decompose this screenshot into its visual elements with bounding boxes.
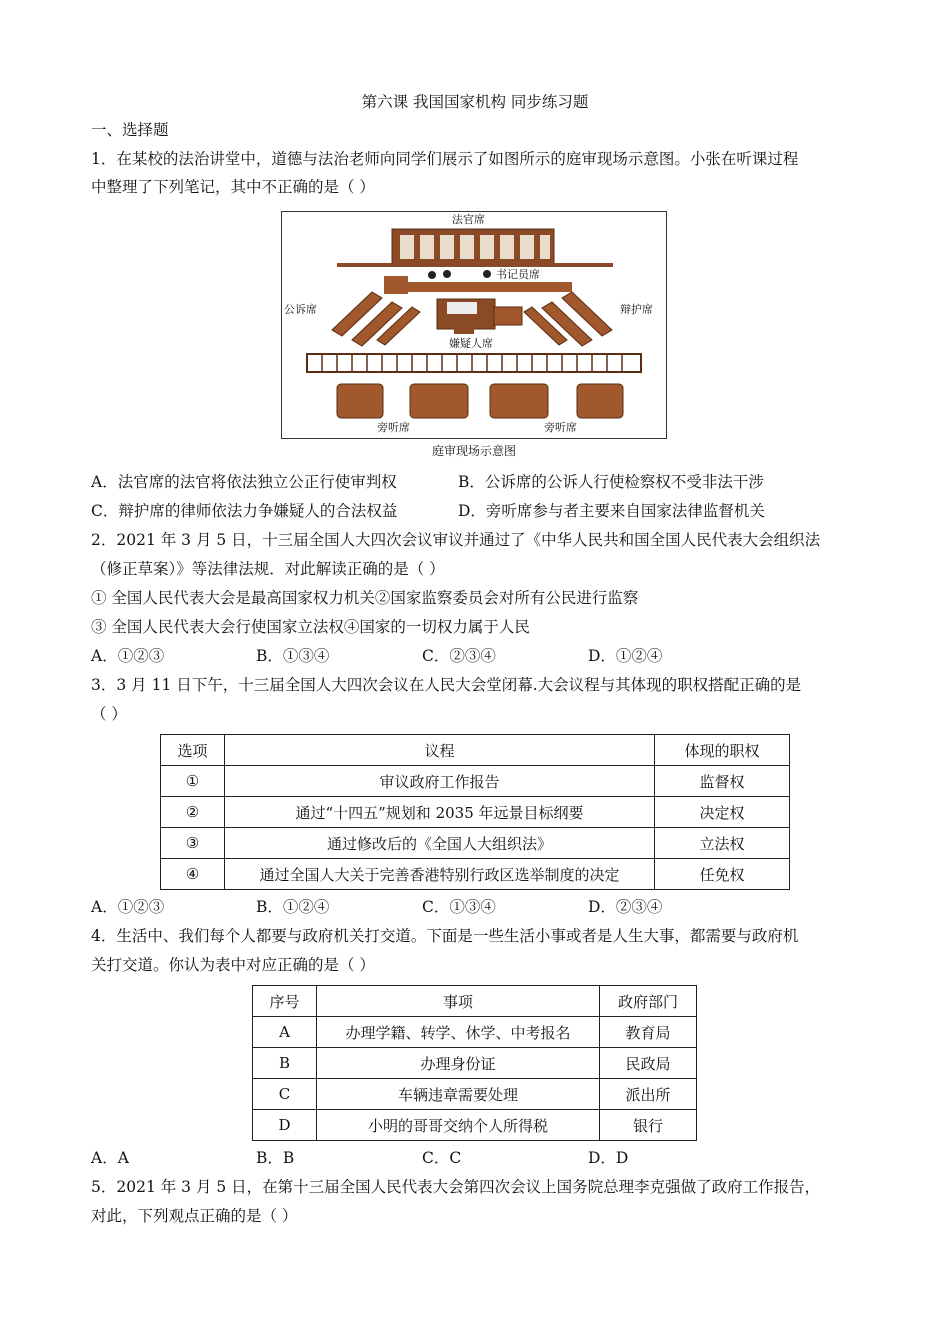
bench-rail	[337, 263, 613, 267]
suspect-stand	[454, 318, 474, 334]
courtroom-illustration	[282, 212, 666, 438]
q4-stem-line1: 4．生活中、我们每个人都要与政府机关打交道。下面是一些生活小事或者是人生大事，都需要与政府机	[91, 927, 799, 945]
q2-stem-line2: （修正草案）》等法律法规．对此解读正确的是（ ）	[91, 560, 445, 578]
q1-option-b: B．公诉席的公诉人行使检察权不受非法干涉	[458, 473, 764, 491]
table-cell: ②	[161, 797, 225, 828]
q1-stem-line2: 中整理了下列笔记，其中不正确的是（ ）	[91, 178, 375, 196]
q5-stem-line2: 对此，下列观点正确的是（ ）	[91, 1207, 298, 1225]
q2-option-b: B．①③④	[256, 647, 330, 665]
table-cell: 办理身份证	[317, 1048, 600, 1079]
table-cell: ①	[161, 766, 225, 797]
q4-option-d: D．D	[588, 1149, 629, 1167]
table-header-cell: 序号	[253, 986, 317, 1017]
prosecution-seats	[332, 292, 420, 346]
q4-option-b: B．B	[256, 1149, 295, 1167]
table-cell: 审议政府工作报告	[225, 766, 655, 797]
defense-seats	[524, 292, 612, 346]
figure-caption: 庭审现场示意图	[431, 444, 516, 458]
q5-stem-line1: 5．2021 年 3 月 5 日，在第十三届全国人民代表大会第四次会议上国务院总理李克强做了政府工作报告，	[91, 1178, 821, 1196]
table-header-cell: 选项	[161, 735, 225, 766]
label-prosecution: 公诉席	[284, 303, 317, 316]
table-header-cell: 政府部门	[600, 986, 697, 1017]
table-cell: 监督权	[655, 766, 790, 797]
table-cell: 派出所	[600, 1079, 697, 1110]
q1-option-d: D．旁听席参与者主要来自国家法律监督机关	[458, 502, 765, 520]
q4-stem-line2: 关打交道。你认为表中对应正确的是（ ）	[91, 956, 375, 974]
table-cell: B	[253, 1048, 317, 1079]
q2-option-c: C．②③④	[422, 647, 496, 665]
q4-option-c: C．C	[422, 1149, 462, 1167]
courtroom-diagram	[281, 211, 667, 439]
table-cell: 通过修改后的《全国人大组织法》	[225, 828, 655, 859]
table-header-cell: 事项	[317, 986, 600, 1017]
table-row	[253, 1048, 697, 1079]
label-suspect: 嫌疑人席	[449, 337, 493, 350]
q1-stem-line1: 1．在某校的法治讲堂中，道德与法治老师向同学们展示了如图所示的庭审现场示意图。小张在听课过程	[91, 150, 799, 168]
table-cell: ③	[161, 828, 225, 859]
table-cell: C	[253, 1079, 317, 1110]
table-cell: ④	[161, 859, 225, 890]
table-row	[161, 828, 790, 859]
q2-option-a: A．①②③	[91, 647, 165, 665]
table-header-row	[253, 986, 697, 1017]
q2-option-d: D．①②④	[588, 647, 663, 665]
label-clerk: 书记员席	[496, 268, 540, 281]
q4-table	[252, 985, 697, 1141]
table-row	[253, 1017, 697, 1048]
q2-item-line1: ① 全国人民代表大会是最高国家权力机关②国家监察委员会对所有公民进行监察	[91, 589, 639, 607]
gallery-seats	[337, 384, 623, 418]
table-cell: A	[253, 1017, 317, 1048]
q3-table	[160, 734, 790, 890]
table-cell: 通过全国人大关于完善香港特别行政区选举制度的决定	[225, 859, 655, 890]
q3-stem-line1: 3．3 月 11 日下午，十三届全国人大四次会议在人民大会堂闭幕.大会议程与其体现的职权搭配正确的是	[91, 676, 802, 694]
q1-option-a: A．法官席的法官将依法独立公正行使审判权	[91, 473, 397, 491]
table-row	[161, 766, 790, 797]
table-cell: 小明的哥哥交纳个人所得税	[317, 1110, 600, 1141]
table-header-row	[161, 735, 790, 766]
clerk-desk	[402, 282, 572, 292]
q3-option-c: C．①③④	[422, 898, 496, 916]
page-title: 第六课 我国国家机构 同步练习题	[361, 93, 589, 111]
table-cell: 民政局	[600, 1048, 697, 1079]
table-cell: D	[253, 1110, 317, 1141]
gallery-railing	[307, 354, 641, 372]
table-cell: 立法权	[655, 828, 790, 859]
table-header-cell: 体现的职权	[655, 735, 790, 766]
q1-option-c: C．辩护席的律师依法力争嫌疑人的合法权益	[91, 502, 398, 520]
table-row	[161, 859, 790, 890]
table-cell: 银行	[600, 1110, 697, 1141]
table-row	[253, 1110, 697, 1141]
table-cell: 教育局	[600, 1017, 697, 1048]
q2-item-line2: ③ 全国人民代表大会行使国家立法权④国家的一切权力属于人民	[91, 618, 530, 636]
table-cell: 车辆违章需要处理	[317, 1079, 600, 1110]
label-defense: 辩护席	[620, 303, 653, 316]
q3-option-a: A．①②③	[91, 898, 165, 916]
table-row	[253, 1079, 697, 1110]
label-gallery-right: 旁听席	[544, 421, 577, 434]
q3-stem-line2: （ ）	[91, 705, 127, 723]
label-gallery-left: 旁听席	[377, 421, 410, 434]
table-header-cell: 议程	[225, 735, 655, 766]
q4-option-a: A．A	[91, 1149, 129, 1167]
table-row	[161, 797, 790, 828]
table-cell: 办理学籍、转学、休学、中考报名	[317, 1017, 600, 1048]
table-cell: 决定权	[655, 797, 790, 828]
section-heading: 一、选择题	[91, 121, 169, 139]
q2-stem-line1: 2．2021 年 3 月 5 日，十三届全国人大四次会议审议并通过了《中华人民共和国全国人民代表大会组织法	[91, 531, 821, 549]
label-judge: 法官席	[452, 213, 485, 226]
table-cell: 通过“十四五”规划和 2035 年远景目标纲要	[225, 797, 655, 828]
q3-option-d: D．②③④	[588, 898, 663, 916]
table-cell: 任免权	[655, 859, 790, 890]
q3-option-b: B．①②④	[256, 898, 330, 916]
